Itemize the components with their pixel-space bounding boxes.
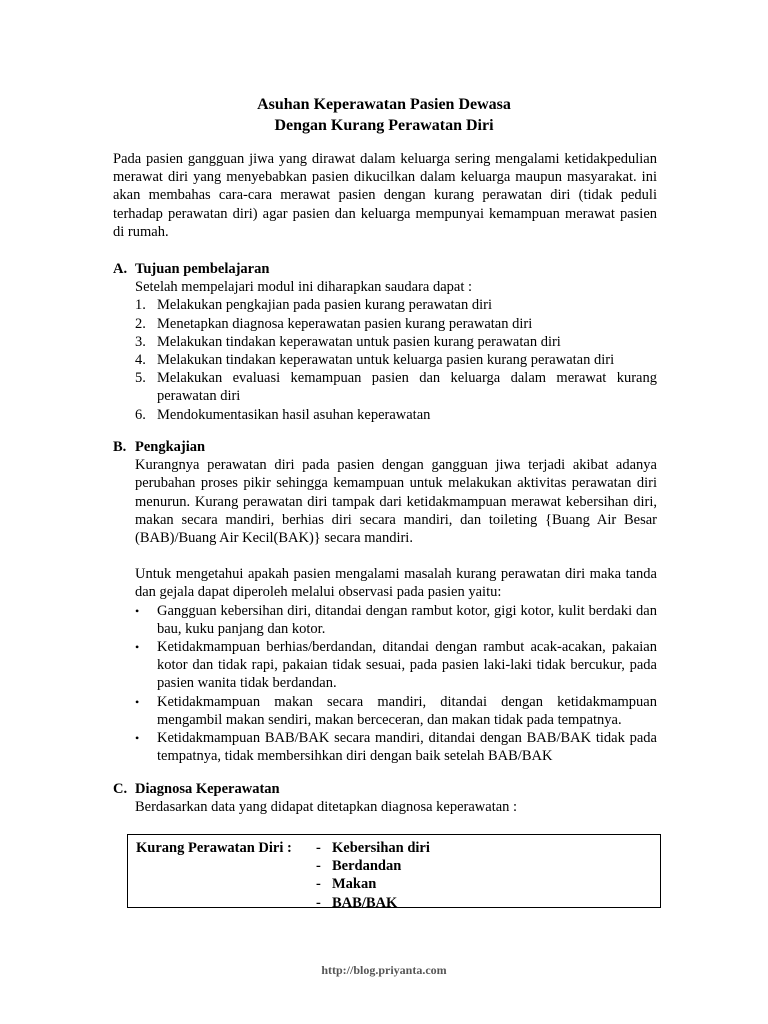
title-line-1: Asuhan Keperawatan Pasien Dewasa [257, 96, 511, 113]
item-text: Ketidakmampuan BAB/BAK secara mandiri, ditandai dengan BAB/BAK tidak pada tempatnya, tidak membersihkan diri dengan baik setelah BAB/BAK [157, 730, 657, 765]
item-number: 4. [135, 352, 146, 369]
bullet-icon: • [135, 640, 140, 655]
diagnosis-items [316, 839, 430, 911]
section-a-letter: A. [113, 261, 128, 277]
list-item [135, 729, 657, 765]
diagnosis-item-text: BAB/BAK [332, 894, 398, 911]
section-c-lead: Berdasarkan data yang didapat ditetapkan diagnosa keperawatan : [135, 799, 518, 816]
bullet-icon: • [135, 731, 140, 746]
list-item [135, 296, 657, 314]
title-line-2: Dengan Kurang Perawatan Diri [274, 117, 494, 134]
diagnosis-item [316, 839, 430, 857]
section-a-heading [113, 260, 657, 278]
item-number: 1. [135, 297, 146, 314]
dash-icon: - [316, 840, 321, 856]
diagnosis-item [316, 894, 430, 912]
section-c-letter: C. [113, 781, 128, 797]
diagnosis-item-text: Kebersihan diri [332, 840, 430, 856]
intro-paragraph: Pada pasien gangguan jiwa yang dirawat dalam keluarga sering mengalami ketidakpedulian merawat diri yang menyebabkan pasien dikucilkan dalam keluarga maupun masyarakat. ini akan membahas cara-cara merawat pasien dengan kurang perawatan diri (tidak peduli terhadap perawatan diri) agar pasien dan keluarga mempunyai kemampuan merawat pasien di rumah. [113, 151, 657, 240]
item-text: Ketidakmampuan berhias/berdandan, ditandai dengan rambut acak-acakan, pakaian kotor dan tidak rapi, pakaian tidak sesuai, pada pasien laki-laki tidak bercukur, pada pasien wanita tidak berdandan. [157, 639, 657, 692]
footer-url: http://blog.priyanta.com [321, 963, 447, 977]
item-text: Melakukan tindakan keperawatan untuk pasien kurang perawatan diri [157, 333, 561, 350]
section-b-heading [113, 438, 657, 456]
item-text: Menetapkan diagnosa keperawatan pasien kurang perawatan diri [157, 315, 533, 332]
diagnosis-item [316, 875, 430, 893]
list-item [135, 638, 657, 693]
item-text: Melakukan evaluasi kemampuan pasien dan keluarga dalam merawat kurang perawatan diri [157, 370, 657, 405]
section-a [113, 260, 657, 424]
list-item [135, 602, 657, 638]
objectives-list [135, 296, 657, 423]
item-text: Gangguan kebersihan diri, ditandai dengan rambut kotor, gigi kotor, kulit berdaki dan bau, kuku panjang dan kotor. [157, 602, 657, 637]
item-text: Melakukan pengkajian pada pasien kurang perawatan diri [157, 297, 492, 314]
list-item [135, 406, 657, 424]
bullet-icon: • [135, 694, 140, 709]
item-text: Mendokumentasikan hasil asuhan keperawatan [157, 406, 431, 423]
dash-icon: - [316, 876, 321, 893]
section-b [113, 438, 657, 765]
item-number: 5. [135, 370, 146, 387]
item-number: 6. [135, 406, 146, 423]
diagnosis-item [316, 857, 430, 875]
list-item [135, 315, 657, 333]
diagnosis-box [127, 834, 661, 911]
item-number: 3. [135, 333, 146, 350]
item-number: 2. [135, 315, 146, 332]
item-text: Ketidakmampuan makan secara mandiri, ditandai dengan ketidakmampuan mengambil makan sendiri, makan berceceran, dan makan tidak pada tempatnya. [157, 693, 657, 728]
page-title [0, 94, 768, 136]
diagnosis-item-text: Berdandan [332, 858, 402, 875]
section-c [113, 780, 657, 816]
list-item [135, 351, 657, 369]
section-a-title: Tujuan pembelajaran [135, 261, 270, 277]
section-a-lead: Setelah mempelajari modul ini diharapkan saudara dapat : [135, 279, 473, 296]
section-c-heading [113, 780, 657, 798]
section-b-paragraph-1: Kurangnya perawatan diri pada pasien dengan gangguan jiwa terjadi akibat adanya perubahan proses pikir sehingga kemampuan untuk melakukan aktivitas perawatan diri menurun. Kurang perawatan diri tampak dari ketidakmampuan merawat kebersihan diri, makan secara mandiri, berhias diri secara mandiri, dan toileting {Buang Air Besar (BAB)/Buang Air Kecil(BAK)} secara mandiri. [135, 457, 657, 547]
list-item [135, 333, 657, 351]
list-item [135, 369, 657, 405]
section-b-title: Pengkajian [135, 439, 206, 455]
dash-icon: - [316, 858, 321, 875]
dash-icon: - [316, 894, 321, 911]
symptoms-list [135, 602, 657, 766]
item-text: Melakukan tindakan keperawatan untuk keluarga pasien kurang perawatan diri [157, 352, 615, 369]
section-b-letter: B. [113, 439, 127, 455]
list-item [135, 693, 657, 729]
section-c-title: Diagnosa Keperawatan [135, 781, 280, 797]
section-b-paragraph-2: Untuk mengetahui apakah pasien mengalami masalah kurang perawatan diri maka tanda dan gejala dapat diperoleh melalui observasi pada pasien yaitu: [135, 566, 657, 601]
diagnosis-label: Kurang Perawatan Diri : [136, 840, 292, 856]
bullet-icon: • [135, 603, 140, 618]
diagnosis-item-text: Makan [332, 876, 377, 893]
